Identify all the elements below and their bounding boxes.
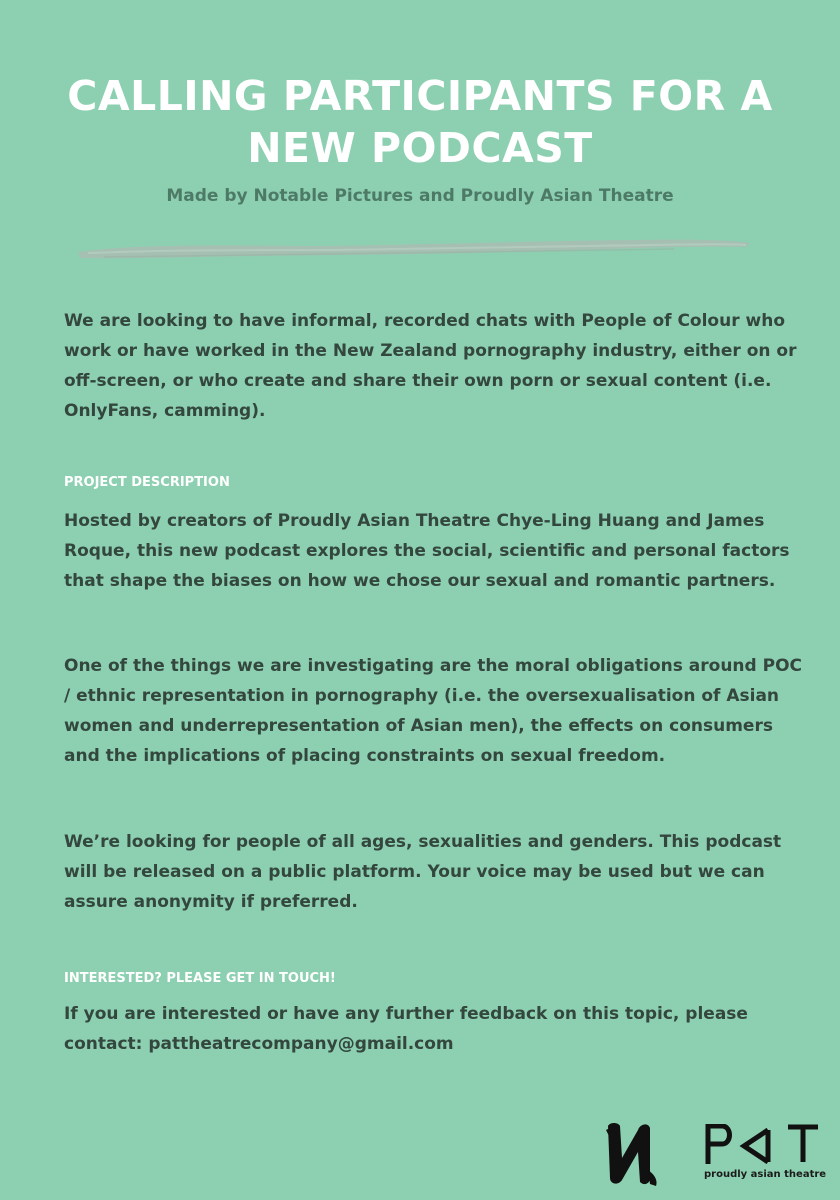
notable-pictures-logo bbox=[604, 1118, 660, 1188]
contact-label: INTERESTED? PLEASE GET IN TOUCH! bbox=[64, 971, 336, 986]
poster-title: CALLING PARTICIPANTS FOR A NEW PODCAST bbox=[67, 72, 773, 172]
project-paragraph: Hosted by creators of Proudly Asian Theatre Chye-Ling Huang and James Roque, this new podcast explores the social, scientific and personal factors that shape the biases on how we chose our sexual and romantic partners. bbox=[64, 511, 790, 591]
project-description-label: PROJECT DESCRIPTION bbox=[64, 475, 230, 490]
brush-stroke-divider bbox=[74, 232, 754, 266]
pat-logo bbox=[704, 1124, 827, 1188]
contact-paragraph: If you are interested or have any further feedback on this topic, please contact: pattheatrecompany@gmail.com bbox=[64, 1004, 748, 1054]
project-paragraph: One of the things we are investigating are the moral obligations around POC / ethnic representation in pornography (i.e. the oversexualisation of Asian women and underrepresentation of Asian men), the effects on consumers and the implications of placing constraints on sexual freedom. bbox=[64, 656, 802, 766]
pat-tagline: proudly asian theatre bbox=[704, 1169, 827, 1180]
poster-subtitle: Made by Notable Pictures and Proudly Asian Theatre bbox=[166, 186, 674, 206]
project-paragraph: We’re looking for people of all ages, sexualities and genders. This podcast will be released on a public platform. Your voice may be used but we can assure anonymity if preferred. bbox=[64, 832, 782, 912]
pat-wordmark bbox=[704, 1124, 822, 1164]
intro-paragraph: We are looking to have informal, recorded chats with People of Colour who work or have worked in the New Zealand pornography industry, either on or off-screen, or who create and share their own porn or sexual content (i.e. OnlyFans, camming). bbox=[64, 311, 797, 421]
